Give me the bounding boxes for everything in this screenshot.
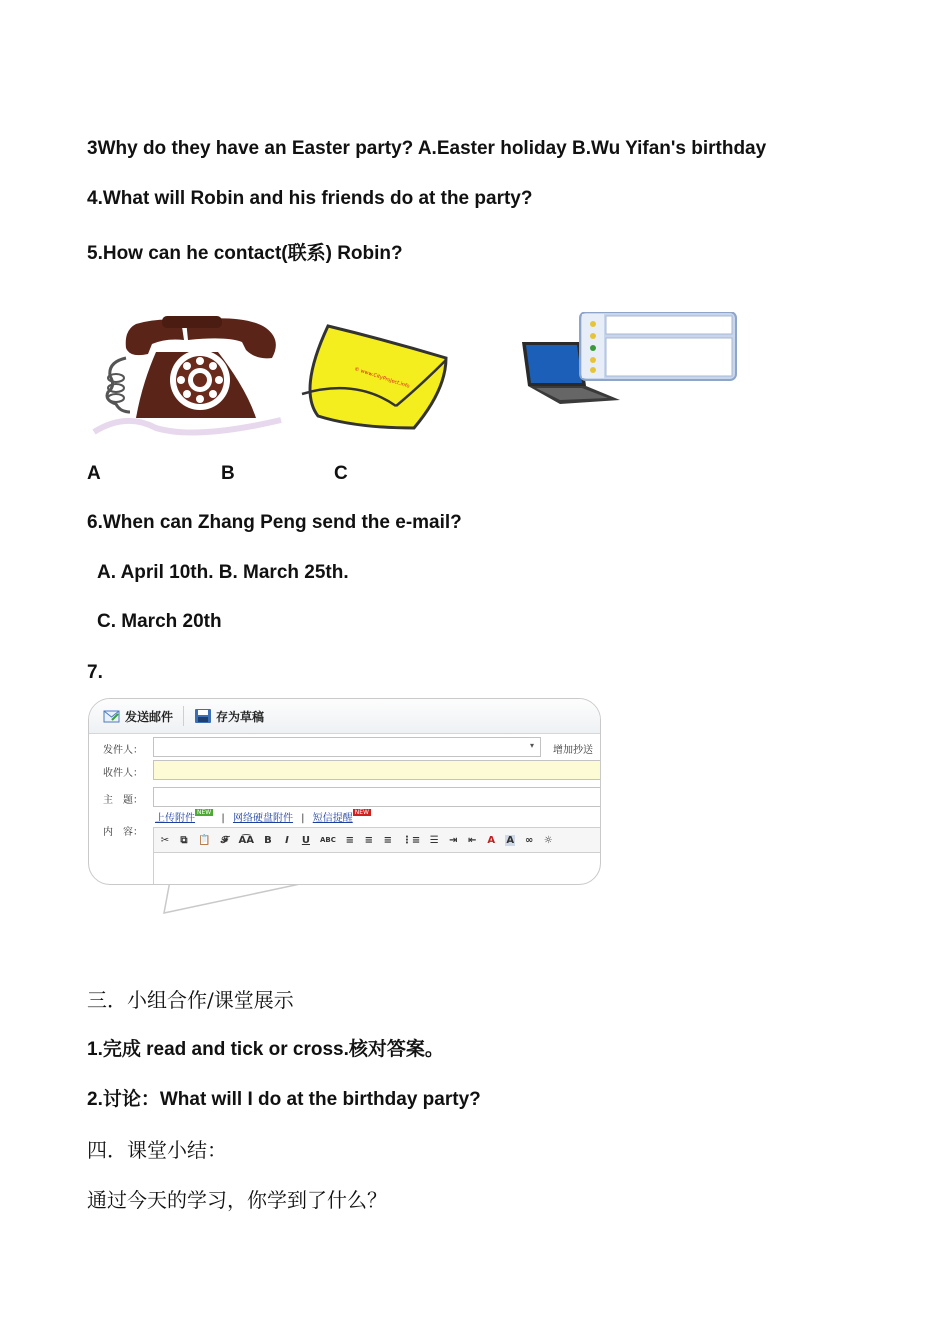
sms-reminder-link[interactable]: 短信提醒 <box>312 813 353 824</box>
section-3-item-2: 2.讨论：What will I do at the birthday party? <box>87 1089 481 1110</box>
outdent-icon[interactable]: ⇤ <box>468 834 477 846</box>
ordered-list-icon[interactable]: ⋮≡ <box>401 834 421 846</box>
underline-button[interactable]: U <box>301 834 310 846</box>
save-draft-label: 存为草稿 <box>216 709 265 724</box>
section-4-prompt: 通过今天的学习，你学到了什么？ <box>87 1188 387 1212</box>
section-3-heading: 三．小组合作/课堂展示 <box>87 988 294 1012</box>
floppy-disk-icon <box>194 708 212 724</box>
subject-field[interactable] <box>153 787 601 807</box>
add-cc-link[interactable]: 增加抄送 <box>553 745 593 756</box>
bold-button[interactable]: B <box>264 834 272 846</box>
question-5: 5.How can he contact(联系) Robin? <box>87 243 403 264</box>
recipient-field[interactable] <box>153 760 601 780</box>
from-select[interactable] <box>153 737 541 757</box>
option-label-a: A <box>87 463 101 484</box>
save-draft-button[interactable] <box>194 708 264 725</box>
cut-icon[interactable]: ✂ <box>160 834 170 846</box>
link-icon[interactable]: ∞ <box>525 834 534 846</box>
editor-toolbar <box>153 827 601 853</box>
send-mail-icon <box>103 708 121 724</box>
disk-attachment-link[interactable]: 网络硬盘附件 <box>232 813 293 824</box>
laptop-email-image <box>520 312 738 416</box>
telephone-image <box>86 300 286 440</box>
font-color-icon[interactable]: A <box>487 834 496 846</box>
composer-toolbar <box>89 699 600 734</box>
chevron-down-icon: ▾ <box>529 741 534 750</box>
bullet-list-icon[interactable]: ☰ <box>429 834 439 846</box>
emoticon-icon[interactable]: ☼ <box>543 834 553 846</box>
send-mail-label: 发送邮件 <box>125 709 174 724</box>
option-label-b: B <box>221 463 235 484</box>
from-row <box>89 737 600 757</box>
question-6-options-line1: A. April 10th. B. March 25th. <box>97 562 349 583</box>
font-size-icon[interactable]: A͡A <box>238 834 254 846</box>
new-badge: NEW <box>197 809 212 816</box>
font-family-icon[interactable]: 𝓕 <box>220 834 229 846</box>
to-row <box>89 760 600 780</box>
upload-attachment-link[interactable]: 上传附件 <box>155 813 195 824</box>
strikethrough-button[interactable]: ABC <box>319 836 336 844</box>
message-body-editor[interactable] <box>153 852 601 885</box>
option-label-c: C <box>334 463 348 484</box>
email-composer <box>88 698 601 885</box>
link-separator: | <box>301 813 305 824</box>
section-3-item-1: 1.完成 read and tick or cross.核对答案。 <box>87 1039 444 1060</box>
italic-button[interactable]: I <box>285 834 289 846</box>
question-6: 6.When can Zhang Peng send the e-mail? <box>87 512 462 533</box>
envelope-watermark: © www.CityProject.info <box>353 366 411 390</box>
from-label: 发件人： <box>103 745 143 756</box>
question-7: 7. <box>87 662 103 683</box>
content-label: 内 容： <box>103 827 143 838</box>
question-6-options-line2: C. March 20th <box>97 611 222 632</box>
align-right-icon[interactable]: ≡ <box>383 834 393 846</box>
send-mail-button[interactable] <box>103 708 173 725</box>
highlight-color-icon[interactable]: A <box>506 834 515 846</box>
subject-label: 主 题： <box>103 795 143 806</box>
subject-row <box>89 787 600 807</box>
question-4: 4.What will Robin and his friends do at the party? <box>87 188 533 209</box>
align-left-icon[interactable]: ≡ <box>345 834 355 846</box>
envelope-image <box>296 320 456 432</box>
link-separator: | <box>221 813 225 824</box>
to-label: 收件人： <box>103 768 143 779</box>
toolbar-divider <box>183 706 184 726</box>
indent-icon[interactable]: ⇥ <box>449 834 458 846</box>
question-3: 3Why do they have an Easter party? A.Easter holiday B.Wu Yifan's birthday <box>87 138 767 159</box>
align-center-icon[interactable]: ≡ <box>364 834 374 846</box>
new-badge: NEW <box>354 809 369 816</box>
copy-icon[interactable]: ⧉ <box>180 834 188 846</box>
attachment-links <box>155 809 371 824</box>
paste-icon[interactable]: 📋 <box>198 834 211 846</box>
section-4-heading: 四．课堂小结： <box>87 1138 227 1162</box>
